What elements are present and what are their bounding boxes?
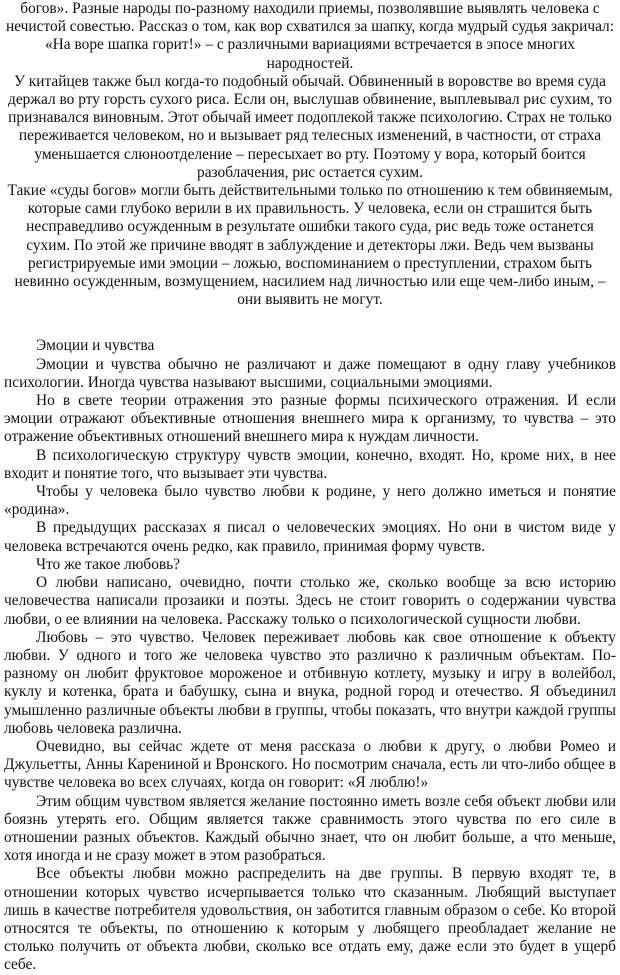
paragraph-two-groups: Все объекты любви можно распределить на две группы. В первую входят те, в отношении которых чувство исчерпывается только что сказанным. Любящий выступает лишь в качестве потребителя удовольствия, он заботится главным образом о себе. Ко второй относятся те объекты, по отношению к которым у любящего преобладает желание не столько получить от объекта любви, сколько все отдать ему, даже если это будет в ущерб себе.: [4, 865, 616, 974]
document-page: [4, 0, 616, 975]
paragraph-chinese-custom: У китайцев также был когда-то подобный обычай. Обвиненный в воровстве во время суда держал во рту горсть сухого риса. Если он, выслушав обвинение, выплевывал рис сухим, то признавался виновным. Этот обычай имеет подоплекой также психологию. Страх не только переживается человеком, но и вызывает ряд телесных изменений, в частности, от страха уменьшается слюноотделение – пересыхает во рту. Поэтому у вора, который боится разоблачения, рис остается сухим.: [8, 72, 612, 181]
paragraph-what-is-love: Что же такое любовь?: [36, 555, 181, 573]
paragraph-reflection-theory: Но в свете теории отражения это разные формы психического отражения. И если эмоции отражают объективные отношения внешнего мира к организму, то чувства – это отражение объективных отношений внешнего мира к нуждам личности.: [4, 392, 616, 446]
section-heading: Эмоции и чувства: [36, 337, 155, 355]
paragraph-structure-of-feelings: В психологическую структуру чувств эмоции, конечно, входят. Но, кроме них, в нее входит и понятие того, что вызывает эти чувства.: [4, 446, 616, 482]
paragraph-lie-detectors: Такие «суды богов» могли быть действительными только по отношению к тем обвиняемым, которые сами глубоко верили в их правильность. У человека, если он страшится быть несправедливо осужденным в результате ошибки такого суда, рис ведь тоже останется сухим. По этой же причине вводят в заблуждение и детекторы лжи. Ведь чем вызваны регистрируемые ими эмоции – ложью, воспоминанием о преступлении, страхом быть невинно осужденным, возмущением, насилием над личностью или еще чем-либо иным, – они выявить не могут.: [7, 182, 613, 309]
paragraph-love-is-feeling: Любовь – это чувство. Человек переживает любовь как свое отношение к объекту любви. У одного и того же человека чувство это различно к различным объектам. По-разному он любит фруктовое мороженое и отбивную котлету, музыку и игру в волейбол, куклу и котенка, брата и бабушку, сына и внука, родной город и отечество. Я объединил умышленно различные объекты любви в группы, чтобы показать, что внутри каждой группы любовь человека различна.: [4, 628, 616, 737]
paragraph-emotions-feelings: Эмоции и чувства обычно не различают и даже помещают в одну главу учебников психологии. Иногда чувства называют высшими, социальными эмоциями.: [4, 355, 616, 391]
paragraph-written-about-love: О любви написано, очевидно, почти столько же, сколько вообще за всю историю человечества написали прозаики и поэты. Здесь не стоит говорить о содержании чувства любви, о ее влиянии на человека. Расскажу только о психологической сущности любви.: [4, 574, 616, 628]
paragraph-previous-stories: В предыдущих рассказах я писал о человеческих эмоциях. Но они в чистом виде у человека встречаются очень редко, как правило, принимая форму чувств.: [4, 519, 616, 555]
paragraph-common-feeling: Этим общим чувством является желание постоянно иметь возле себя объект любви или боязнь утерять его. Общим является также сравнимость этого чувства по его силе в отношении разных объектов. Каждый обычно знает, что он любит больше, а что меньше, хотя иногда и не сразу может в этом разобраться.: [4, 792, 616, 865]
paragraph-love-of-homeland: Чтобы у человека было чувство любви к родине, у него должно иметься и понятие «родина».: [4, 483, 616, 519]
section-gap: [4, 309, 616, 337]
paragraph-romeo-juliet: Очевидно, вы сейчас ждете от меня рассказа о любви к другу, о любви Ромео и Джульетты, Анны Карениной и Вронского. Но посмотрим сначала, есть ли что-либо общее в чувстве человека во всех случаях, когда он говорит: «Я люблю!»: [4, 737, 616, 792]
paragraph-court-of-gods-ending: богов». Разные народы по-разному находили приемы, позволявшие выявлять человека с нечистой совестью. Рассказ о том, как вор схватился за шапку, когда мудрый судья закричал: «На воре шапка горит!» – с различными вариациями встречается в эпосе многих народностей.: [5, 0, 614, 72]
